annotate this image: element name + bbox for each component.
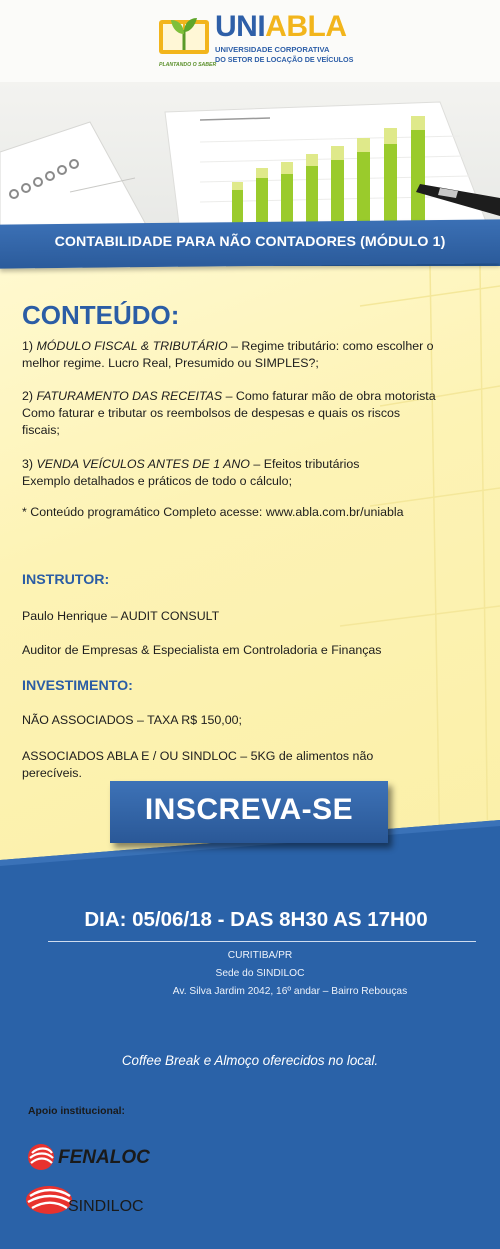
event-address: Av. Silva Jardim 2042, 16º andar – Bairro Rebouças [172, 986, 408, 997]
header [0, 0, 500, 82]
book-sprout-icon [157, 14, 211, 58]
contents-heading: CONTEÚDO: [22, 300, 180, 330]
sindiloc-swirl-icon [24, 1184, 74, 1218]
event-extras: Coffee Break e Almoço oferecidos no local. [121, 1053, 379, 1068]
content-panel [0, 266, 500, 866]
bar-chart-photo-illustration [0, 82, 500, 232]
inscreva-se-label: INSCREVA-SE [144, 793, 354, 826]
course-title: CONTABILIDADE PARA NÃO CONTADORES (MÓDULO 1) [54, 234, 446, 250]
sindiloc-logo [24, 1184, 174, 1224]
contents-note: * Conteúdo programático Completo acesse: www.abla.com.br/uniabla [22, 505, 404, 519]
inscreva-se-button[interactable] [110, 781, 388, 843]
uniabla-logo [157, 10, 354, 74]
contents-item-2: 2) FATURAMENTO DAS RECEITAS – Como faturar mão de obra motorista Como faturar e tributar os reembolsos de despesas e quais os riscos fiscais; [22, 389, 436, 437]
contents-item-3: 3) VENDA VEÍCULOS ANTES DE 1 ANO – Efeitos tributários Exemplo detalhados e práticos de todo o cálculo; [22, 457, 360, 488]
instructor-heading: INSTRUTOR: [22, 572, 110, 588]
event-city: CURITIBA/PR [227, 950, 293, 961]
brand-subtitle-1: UNIVERSIDADE CORPORATIVA [215, 45, 330, 54]
instructor-name: Paulo Henrique – AUDIT CONSULT [22, 609, 220, 623]
divider [48, 941, 476, 942]
event-venue: Sede do SINDILOC [215, 968, 305, 979]
header-photo [0, 82, 500, 232]
fenaloc-logo [26, 1143, 166, 1173]
brand-tagline: PLANTANDO O SABER [159, 62, 217, 68]
investment-heading: INVESTIMENTO: [22, 678, 133, 694]
price-non-members: NÃO ASSOCIADOS – TAXA R$ 150,00; [22, 713, 242, 727]
event-date: DIA: 05/06/18 - DAS 8H30 AS 17H00 [84, 908, 428, 931]
instructor-role: Auditor de Empresas & Especialista em Controladoria e Finanças [22, 643, 382, 657]
contents-item-1: 1) MÓDULO FISCAL & TRIBUTÁRIO – Regime tributário: como escolher o melhor regime. Lucro Real, Presumido ou SIMPLES?; [22, 339, 434, 370]
support-label: Apoio institucional: [28, 1106, 125, 1117]
brand-name: UNIABLA [215, 10, 347, 43]
fenaloc-name: FENALOC [58, 1147, 150, 1168]
fenaloc-swirl-icon [26, 1143, 56, 1171]
price-members: ASSOCIADOS ABLA E / OU SINDLOC – 5KG de alimentos não perecíveis. [22, 749, 374, 780]
sindiloc-name: SINDILOC [68, 1198, 144, 1215]
brand-subtitle-2: DO SETOR DE LOCAÇÃO DE VEÍCULOS [215, 55, 354, 64]
course-title-band [0, 222, 500, 266]
